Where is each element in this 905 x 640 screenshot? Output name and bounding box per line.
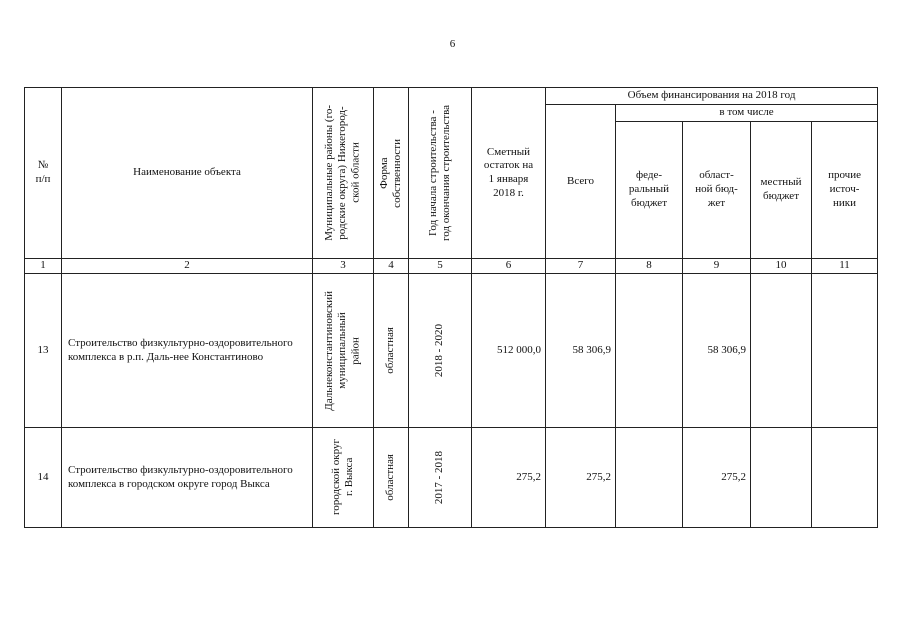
table-row xyxy=(25,428,878,528)
years-cell xyxy=(409,428,472,528)
header-regional: област- ной бюд- жет xyxy=(683,122,751,259)
ownership-cell xyxy=(374,428,409,528)
header-district xyxy=(313,88,374,259)
column-number: 6 xyxy=(472,259,546,274)
header-federal: феде- ральный бюджет xyxy=(616,122,683,259)
object-name: Строительство физкультурно-оздоровительного комплекса в городском округе город Выкса xyxy=(62,428,313,528)
column-number: 4 xyxy=(374,259,409,274)
regional-value: 275,2 xyxy=(683,428,751,528)
header-including: в том числе xyxy=(616,105,878,122)
local-value xyxy=(751,428,812,528)
ownership-text: областная xyxy=(384,454,397,501)
header-years xyxy=(409,88,472,259)
column-number: 9 xyxy=(683,259,751,274)
column-number: 3 xyxy=(313,259,374,274)
header-balance: Сметный остаток на 1 января 2018 г. xyxy=(472,88,546,259)
column-number: 2 xyxy=(62,259,313,274)
years-cell xyxy=(409,274,472,428)
district-cell xyxy=(313,274,374,428)
years-text: 2018 - 2020 xyxy=(433,323,446,378)
table-row xyxy=(25,274,878,428)
header-row-top xyxy=(25,88,878,105)
local-value xyxy=(751,274,812,428)
row-num: 14 xyxy=(25,428,62,528)
total-value: 275,2 xyxy=(546,428,616,528)
header-years-text: Год начала строительства - год окончания строительства xyxy=(426,105,452,241)
district-text: городской округ г. Выкса xyxy=(329,439,355,516)
federal-value xyxy=(616,428,683,528)
financing-table xyxy=(24,87,878,528)
years-text: 2017 - 2018 xyxy=(433,450,446,505)
header-other: прочие источ- ники xyxy=(812,122,878,259)
total-value: 58 306,9 xyxy=(546,274,616,428)
page-number: 6 xyxy=(449,38,456,50)
ownership-text: областная xyxy=(384,327,397,374)
header-total: Всего xyxy=(546,105,616,259)
column-number: 5 xyxy=(409,259,472,274)
balance-value: 512 000,0 xyxy=(472,274,546,428)
district-text: Дальнеконстантиновский муниципальный район xyxy=(323,290,362,411)
header-local: местный бюджет xyxy=(751,122,812,259)
header-name: Наименование объекта xyxy=(62,88,313,259)
other-value xyxy=(812,428,878,528)
header-ownership-text: Форма собственности xyxy=(377,138,403,208)
header-district-text: Муниципальные районы (го- родские округа) Нижегород- ской области xyxy=(323,105,362,241)
federal-value xyxy=(616,274,683,428)
column-number: 8 xyxy=(616,259,683,274)
object-name: Строительство физкультурно-оздоровительного комплекса в р.п. Даль-нее Константиново xyxy=(62,274,313,428)
row-num: 13 xyxy=(25,274,62,428)
district-cell xyxy=(313,428,374,528)
column-number: 11 xyxy=(812,259,878,274)
header-funding: Объем финансирования на 2018 год xyxy=(546,88,878,105)
other-value xyxy=(812,274,878,428)
column-number: 1 xyxy=(25,259,62,274)
column-number-row xyxy=(25,259,878,274)
balance-value: 275,2 xyxy=(472,428,546,528)
column-number: 10 xyxy=(751,259,812,274)
column-number: 7 xyxy=(546,259,616,274)
regional-value: 58 306,9 xyxy=(683,274,751,428)
header-ownership xyxy=(374,88,409,259)
ownership-cell xyxy=(374,274,409,428)
header-num: № п/п xyxy=(25,88,62,259)
